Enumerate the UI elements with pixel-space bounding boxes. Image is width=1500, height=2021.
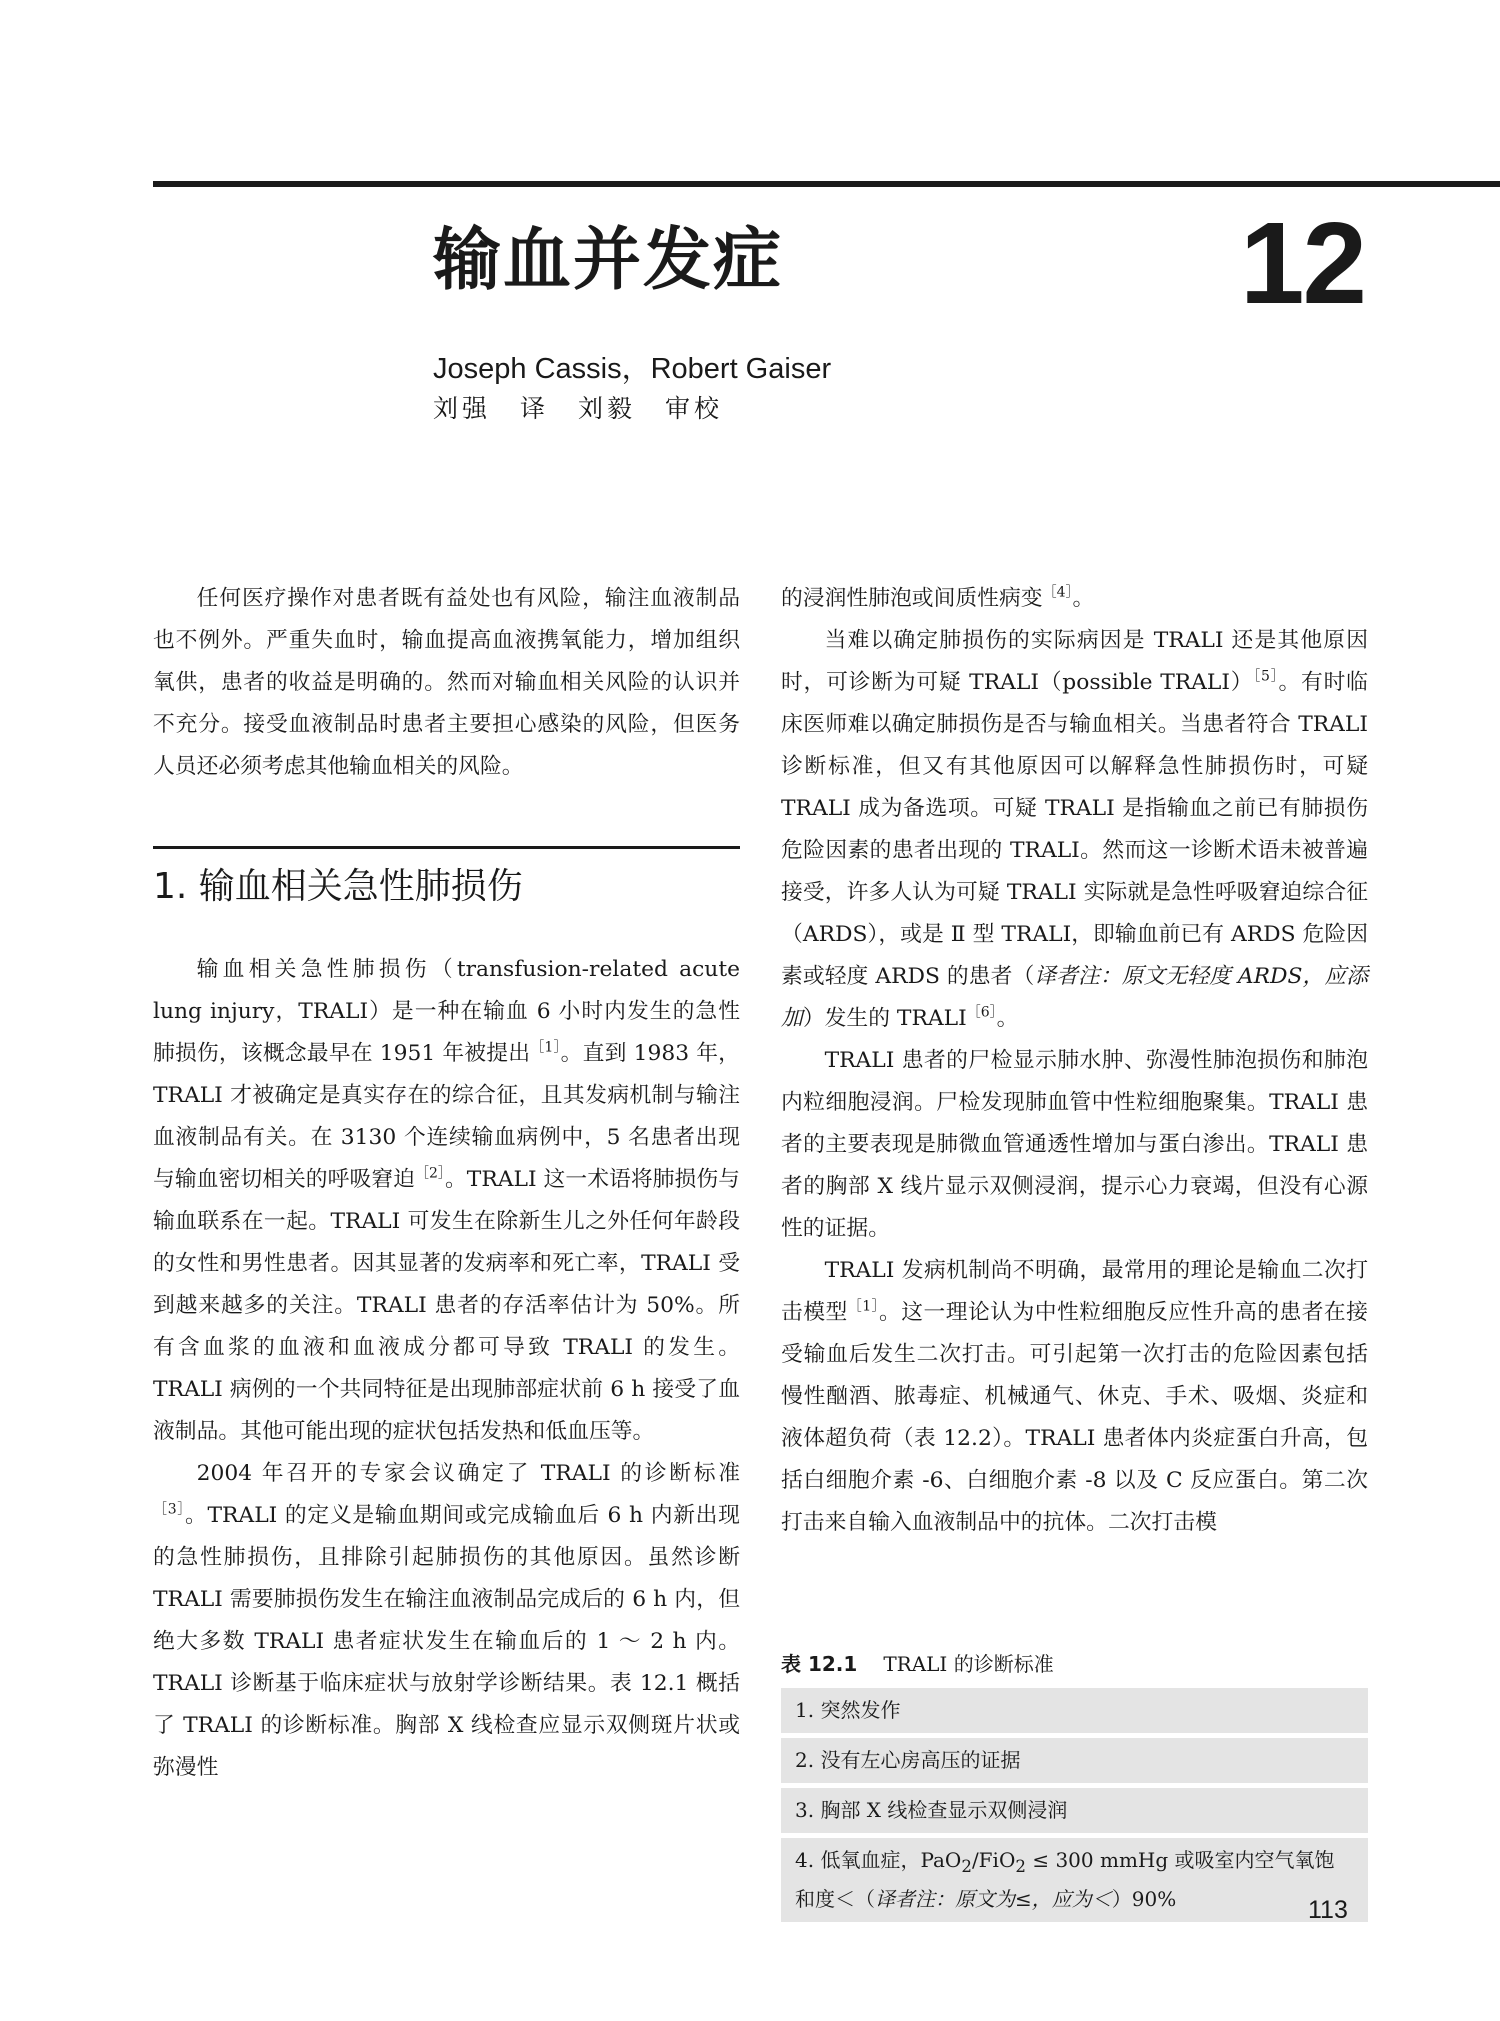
chapter-authors: Joseph Cassis，Robert Gaiser <box>433 353 832 385</box>
chapter-translators: 刘强 译 刘毅 审校 <box>433 394 724 423</box>
translator-note: 译者注：原文无轻度 ARDS，应添加 <box>781 964 1368 1031</box>
section-heading: 1. 输血相关急性肺损伤 <box>153 866 523 907</box>
translator-note: 译者注：原文为≤，应为＜ <box>875 1887 1112 1911</box>
chapter-top-rule <box>153 181 1500 187</box>
citation: ［5］ <box>1253 668 1279 685</box>
citation: ［1］ <box>530 1039 561 1056</box>
page-number: 113 <box>1308 1896 1348 1924</box>
body-paragraph: 输血相关急性肺损伤（transfusion-related acute lung injury，TRALI）是一种在输血 6 小时内发生的急性肺损伤，该概念最早在 1951 年被提出$^{[1]}$。直到 1983 年，TRALI 才被确定是真实存在的综合征，且其发病机制与输注血液制品有关。在 3130 个连续输血病例中，5 名患者出现与输血密切相关的呼吸窘迫$^{[2]}$。TRALI 这一术语将肺损伤与输血联系在一起。TRALI 可发生在除新生儿之外任何年龄段的女性和男性患者。因其显著的发病率和死亡率，TRALI 受到越来越多的关注。TRALI 患者的存活率估计为 50%。所有含血浆的血液和血液成分都可导致 TRALI 的发生。TRALI 病例的一个共同特征是出现肺部症状前 6 h 接受了血液制品。其他可能出现的症状包括发热和低血压等。 <box>153 957 740 1444</box>
right-column <box>781 578 1368 1544</box>
intro-paragraph: 任何医疗操作对患者既有益处也有风险，输注血液制品也不例外。严重失血时，输血提高血液携氧能力，增加组织氧供，患者的收益是明确的。然而对输血相关风险的认识并不充分。接受血液制品时患者主要担心感染的风险，但医务人员还必须考虑其他输血相关的风险。 <box>153 586 740 779</box>
body-paragraph: TRALI 发病机制尚不明确，最常用的理论是输血二次打击模型$^{[1]}$。这一理论认为中性粒细胞反应性升高的患者在接受输血后发生二次打击。可引起第一次打击的危险因素包括慢性酗酒、脓毒症、机械通气、休克、手术、吸烟、炎症和液体超负荷（表 12.2）。TRALI 患者体内炎症蛋白升高，包括白细胞介素 -6、白细胞介素 -8 以及 C 反应蛋白。第二次打击来自输入血液制品中的抗体。二次打击模 <box>781 1258 1368 1535</box>
left-column <box>153 578 740 1789</box>
table-row: 3. 胸部 X 线检查显示双侧浸润 <box>781 1788 1368 1833</box>
chapter-number: 12 <box>1239 198 1365 328</box>
continued-paragraph: 的浸润性肺泡或间质性病变$^{[4]}$。 <box>781 584 1095 611</box>
body-paragraph: 当难以确定肺损伤的实际病因是 TRALI 还是其他原因时，可诊断为可疑 TRALI（possible TRALI）$^{[5]}$。有时临床医师难以确定肺损伤是否与输血相关。当患者符合 TRALI 诊断标准，但又有其他原因可以解释急性肺损伤时，可疑 TRALI 成为备选项。可疑 TRALI 是指输血之前已有肺损伤危险因素的患者出现的 TRALI。然而这一诊断术语未被普遍接受，许多人认为可疑 TRALI 实际就是急性呼吸窘迫综合征（ARDS），或是 Ⅱ 型 TRALI，即输血前已有 ARDS 危险因素或轻度 ARDS 的患者（译者注：原文无轻度 ARDS，应添加）发生的 $TRALI^{[6]}$。 <box>781 628 1368 1031</box>
chapter-title: 输血并发症 <box>433 221 784 300</box>
citation: ［6］ <box>966 1004 997 1021</box>
table-row: 2. 没有左心房高压的证据 <box>781 1738 1368 1783</box>
table-row: 4. 低氧血症，PaO$_2$/FiO$_2$ ≤ 300 mmHg 或吸室内空气氧饱和度＜（译者注：原文为≤，应为＜）90% <box>781 1838 1368 1922</box>
citation: ［4］ <box>1042 584 1073 601</box>
citation: ［3］ <box>153 1501 186 1518</box>
body-paragraph: TRALI 患者的尸检显示肺水肿、弥漫性肺泡损伤和肺泡内粒细胞浸润。尸检发现肺血管中性粒细胞聚集。TRALI 患者的主要表现是肺微血管通透性增加与蛋白渗出。TRALI 患者的胸部 X 线片显示双侧浸润，提示心力衰竭，但没有心源性的证据。 <box>781 1048 1368 1241</box>
table-title: TRALI 的诊断标准 <box>883 1652 1054 1676</box>
citation: ［1］ <box>847 1298 880 1315</box>
section-heading-block <box>153 846 740 911</box>
citation: ［2］ <box>414 1165 445 1182</box>
criteria-table <box>781 1648 1368 1927</box>
table-label: 表 12.1 <box>781 1652 858 1676</box>
table-row: 1. 突然发作 <box>781 1688 1368 1733</box>
table-caption <box>781 1648 1368 1680</box>
body-paragraph: 2004 年召开的专家会议确定了 TRALI 的诊断标准$^{[3]}$。TRALI 的定义是输血期间或完成输血后 6 h 内新出现的急性肺损伤，且排除引起肺损伤的其他原因。虽然诊断 TRALI 需要肺损伤发生在输注血液制品完成后的 6 h 内，但绝大多数 TRALI 患者症状发生在输血后的 1 ～ 2 h 内。TRALI 诊断基于临床症状与放射学诊断结果。表 12.1 概括了 TRALI 的诊断标准。胸部 X 线检查应显示双侧斑片状或弥漫性 <box>153 1461 740 1780</box>
